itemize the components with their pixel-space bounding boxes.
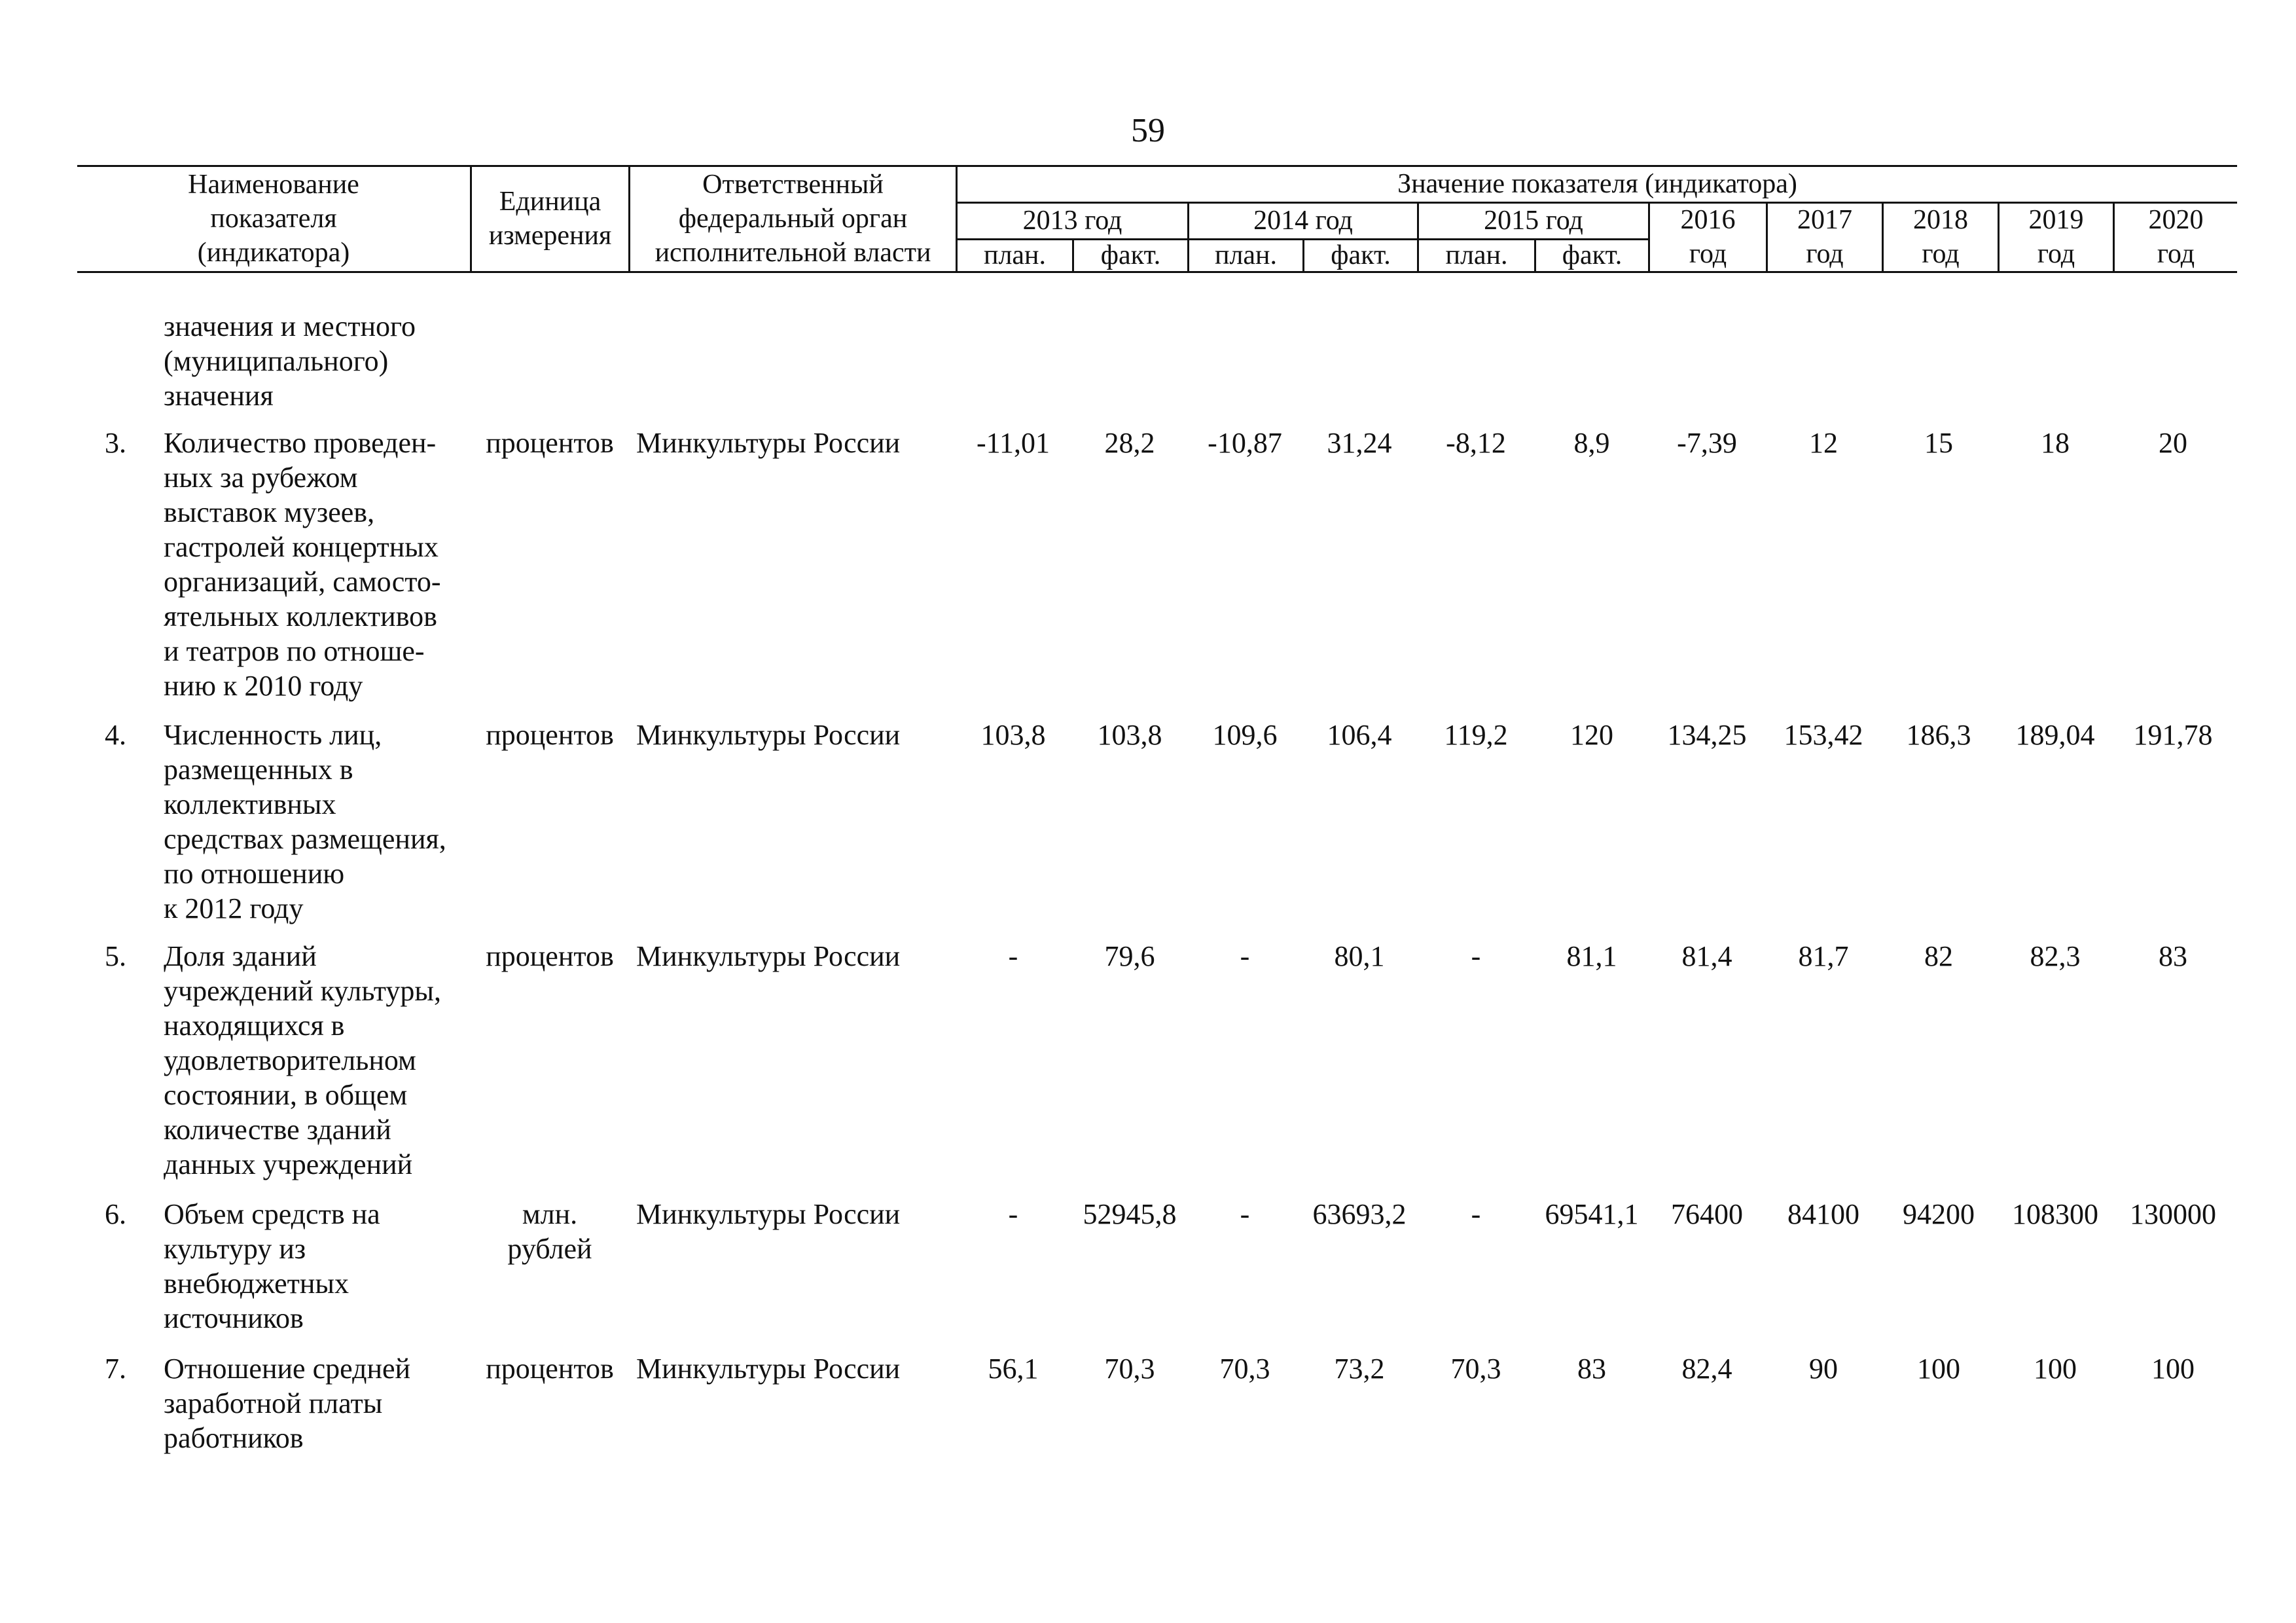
indicator-name-line: Численность лиц, xyxy=(164,719,382,751)
indicator-name-line: внебюджетных xyxy=(164,1267,349,1300)
value-cell: - xyxy=(1008,1198,1018,1230)
row-number: 6. xyxy=(105,1198,126,1230)
header-year-2020 xyxy=(2115,203,2237,271)
indicator-name-line: источников xyxy=(164,1302,304,1334)
value-cell: 103,8 xyxy=(980,719,1046,751)
header-year-word: год xyxy=(2157,239,2195,269)
header-year-label: 2014 год xyxy=(1253,206,1353,236)
indicator-name xyxy=(164,426,441,703)
indicator-name-line: количестве зданий xyxy=(164,1114,391,1146)
value-cell: -10,87 xyxy=(1208,427,1282,459)
header-year-2018 xyxy=(1884,203,1998,271)
indicator-name-line: Доля зданий xyxy=(164,940,317,972)
header-year-word: год xyxy=(2037,239,2075,269)
indicator-name-line: ятельных коллективов xyxy=(164,600,437,632)
value-cell: 84100 xyxy=(1787,1198,1859,1230)
value-cell: 79,6 xyxy=(1104,940,1155,972)
unit-line: процентов xyxy=(486,427,614,459)
row-number: 7. xyxy=(105,1353,126,1385)
value-cell: 153,42 xyxy=(1784,719,1863,751)
header-year-word: год xyxy=(1806,239,1844,269)
value-cell: 56,1 xyxy=(988,1353,1039,1385)
header-fact-label: факт. xyxy=(1100,240,1161,270)
value-cell: 120 xyxy=(1570,719,1613,751)
continuation-line: значения и местного xyxy=(164,310,416,342)
unit xyxy=(478,718,622,752)
value-cell: 12 xyxy=(1809,427,1838,459)
header-authority xyxy=(630,166,956,271)
indicator-name-line: нию к 2010 году xyxy=(164,670,363,702)
header-year-number: 2017 xyxy=(1797,205,1852,235)
header-unit xyxy=(472,166,628,271)
indicator-name-line: работников xyxy=(164,1422,304,1454)
unit-line: рублей xyxy=(507,1233,592,1265)
header-plan-2013 xyxy=(958,240,1072,271)
indicator-name-line: культуру из xyxy=(164,1233,306,1265)
row-number: 5. xyxy=(105,940,126,972)
page-number: 59 xyxy=(1131,112,1165,149)
value-cell: 100 xyxy=(2034,1353,2077,1385)
value-cell: 106,4 xyxy=(1327,719,1392,751)
header-year-number: 2018 xyxy=(1913,205,1968,235)
indicator-name-line: Объем средств на xyxy=(164,1198,380,1230)
indicator-name-line: удовлетворительном xyxy=(164,1044,416,1076)
indicator-name xyxy=(164,718,446,926)
value-cell: 186,3 xyxy=(1906,719,1971,751)
indicator-name-line: размещенных в xyxy=(164,754,353,786)
unit-line: млн. xyxy=(522,1198,578,1230)
header-authority-line: федеральный орган xyxy=(678,204,908,234)
value-cell: 18 xyxy=(2041,427,2070,459)
unit-line: процентов xyxy=(486,1353,614,1385)
unit xyxy=(478,1351,622,1386)
header-plan-2014 xyxy=(1189,240,1302,271)
value-cell: 82,3 xyxy=(2030,940,2081,972)
indicator-name-line: данных учреждений xyxy=(164,1148,413,1180)
indicator-name-line: гастролей концертных xyxy=(164,531,439,563)
indicator-name-line: находящихся в xyxy=(164,1010,345,1042)
header-fact-2013 xyxy=(1074,240,1187,271)
indicator-name-line: к 2012 году xyxy=(164,892,304,924)
unit-line: процентов xyxy=(486,940,614,972)
value-cell: -11,01 xyxy=(976,427,1050,459)
value-cell: - xyxy=(1240,940,1250,972)
header-value-group xyxy=(958,166,2237,202)
header-unit-line: измерения xyxy=(488,221,612,251)
indicator-name-line: ных за рубежом xyxy=(164,462,358,494)
indicator-name-line: средствах размещения, xyxy=(164,823,446,855)
value-cell: 100 xyxy=(2151,1353,2195,1385)
value-cell: 94200 xyxy=(1903,1198,1975,1230)
header-plan-label: план. xyxy=(983,240,1047,270)
continuation-line: значения xyxy=(164,380,274,412)
header-year-2015 xyxy=(1419,203,1648,238)
unit xyxy=(478,1197,622,1266)
header-year-2016 xyxy=(1650,203,1766,271)
value-cell: 191,78 xyxy=(2133,719,2213,751)
value-cell: 109,6 xyxy=(1212,719,1278,751)
header-year-2014 xyxy=(1189,203,1417,238)
indicator-name-line: Отношение средней xyxy=(164,1353,411,1385)
value-cell: - xyxy=(1008,940,1018,972)
value-cell: 76400 xyxy=(1671,1198,1743,1230)
indicator-name-line: и театров по отноше- xyxy=(164,635,425,667)
value-cell: 134,25 xyxy=(1667,719,1747,751)
header-year-label: 2013 год xyxy=(1022,206,1122,236)
indicator-name-line: Количество проведен- xyxy=(164,427,437,459)
header-year-2017 xyxy=(1768,203,1882,271)
header-authority-line: Ответственный xyxy=(702,170,884,200)
row-number: 4. xyxy=(105,719,126,751)
value-cell: - xyxy=(1471,940,1481,972)
indicator-name-line: по отношению xyxy=(164,858,345,890)
value-cell: 31,24 xyxy=(1327,427,1392,459)
value-cell: 81,1 xyxy=(1566,940,1617,972)
header-year-2019 xyxy=(2000,203,2113,271)
header-plan-label: план. xyxy=(1214,240,1278,270)
indicator-name xyxy=(164,1197,380,1336)
header-plan-label: план. xyxy=(1445,240,1508,270)
value-cell: 81,7 xyxy=(1798,940,1849,972)
header-year-2013 xyxy=(958,203,1187,238)
unit-line: процентов xyxy=(486,719,614,751)
header-name xyxy=(77,166,470,271)
authority: Минкультуры России xyxy=(636,427,901,459)
value-cell: 83 xyxy=(2159,940,2187,972)
value-cell: -8,12 xyxy=(1446,427,1506,459)
header-year-number: 2020 xyxy=(2148,205,2204,235)
value-cell: 100 xyxy=(1917,1353,1960,1385)
authority: Минкультуры России xyxy=(636,1353,901,1385)
header-fact-2014 xyxy=(1304,240,1417,271)
value-cell: 73,2 xyxy=(1334,1353,1385,1385)
header-year-label: 2015 год xyxy=(1484,206,1583,236)
value-cell: 130000 xyxy=(2130,1198,2216,1230)
value-cell: 69541,1 xyxy=(1545,1198,1639,1230)
value-cell: 70,3 xyxy=(1219,1353,1270,1385)
value-cell: 52945,8 xyxy=(1083,1198,1177,1230)
value-cell: -7,39 xyxy=(1677,427,1737,459)
unit xyxy=(478,426,622,460)
row-number: 3. xyxy=(105,427,126,459)
value-cell: 80,1 xyxy=(1334,940,1385,972)
indicator-name-line: выставок музеев, xyxy=(164,496,375,528)
value-cell: 119,2 xyxy=(1444,719,1508,751)
authority: Минкультуры России xyxy=(636,1198,901,1230)
header-year-number: 2016 xyxy=(1680,205,1736,235)
indicator-name-line: организаций, самосто- xyxy=(164,566,441,598)
authority: Минкультуры России xyxy=(636,719,901,751)
header-unit-line: Единица xyxy=(499,187,601,217)
value-cell: - xyxy=(1471,1198,1481,1230)
indicator-name xyxy=(164,1351,410,1455)
value-cell: 70,3 xyxy=(1450,1353,1501,1385)
value-cell: 82,4 xyxy=(1681,1353,1732,1385)
header-value-group-label: Значение показателя (индикатора) xyxy=(1397,169,1797,199)
value-cell: - xyxy=(1240,1198,1250,1230)
header-fact-label: факт. xyxy=(1562,240,1623,270)
indicator-name-line: состоянии, в общем xyxy=(164,1079,408,1111)
header-plan-2015 xyxy=(1419,240,1534,271)
header-year-word: год xyxy=(1689,239,1727,269)
continuation-line: (муниципального) xyxy=(164,345,389,377)
indicator-name-line: заработной платы xyxy=(164,1387,383,1419)
header-year-word: год xyxy=(1922,239,1960,269)
header-name-line: (индикатора) xyxy=(197,238,350,268)
value-cell: 81,4 xyxy=(1681,940,1732,972)
indicator-name-line: коллективных xyxy=(164,788,336,820)
authority: Минкультуры России xyxy=(636,940,901,972)
value-cell: 8,9 xyxy=(1573,427,1610,459)
value-cell: 28,2 xyxy=(1104,427,1155,459)
header-fact-label: факт. xyxy=(1331,240,1391,270)
header-fact-2015 xyxy=(1536,240,1648,271)
unit xyxy=(478,939,622,974)
header-name-line: Наименование xyxy=(188,170,359,200)
value-cell: 63693,2 xyxy=(1312,1198,1407,1230)
indicator-name xyxy=(164,939,441,1182)
value-cell: 20 xyxy=(2159,427,2187,459)
header-authority-line: исполнительной власти xyxy=(655,238,931,268)
value-cell: 189,04 xyxy=(2015,719,2095,751)
indicator-name-line: учреждений культуры, xyxy=(164,975,441,1007)
value-cell: 83 xyxy=(1577,1353,1606,1385)
value-cell: 103,8 xyxy=(1097,719,1162,751)
value-cell: 15 xyxy=(1924,427,1953,459)
continuation-text xyxy=(164,309,416,413)
header-name-line: показателя xyxy=(210,204,337,234)
header-year-number: 2019 xyxy=(2028,205,2084,235)
value-cell: 90 xyxy=(1809,1353,1838,1385)
value-cell: 82 xyxy=(1924,940,1953,972)
value-cell: 108300 xyxy=(2012,1198,2098,1230)
value-cell: 70,3 xyxy=(1104,1353,1155,1385)
